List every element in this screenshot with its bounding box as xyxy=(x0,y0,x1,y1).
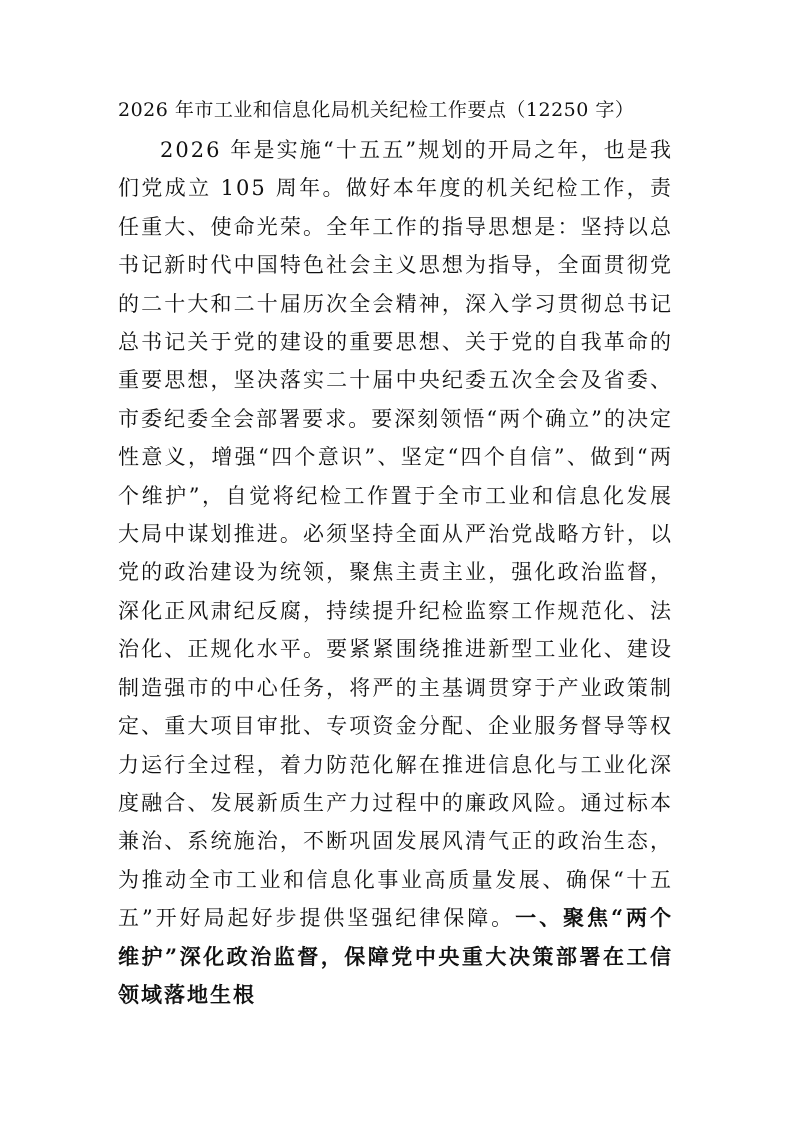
intro-paragraph xyxy=(118,131,673,1014)
intro-paragraph-text: 2026 年是实施“十五五”规划的开局之年，也是我们党成立 105 周年。做好本年度的机关纪检工作，责任重大、使命光荣。全年工作的指导思想是：坚持以总书记新时代中国特色社会主义思想为指导，全面贯彻党的二十大和二十届历次全会精神，深入学习贯彻总书记总书记关于党的建设的重要思想、关于党的自我革命的重要思想，坚决落实二十届中央纪委五次全会及省委、市委纪委全会部署要求。要深刻领悟“两个确立”的决定性意义，增强“四个意识”、坚定“四个自信”、做到“两个维护”，自觉将纪检工作置于全市工业和信息化发展大局中谋划推进。必须坚持全面从严治党战略方针，以党的政治建设为统领，聚焦主责主业，强化政治监督，深化正风肃纪反腐，持续提升纪检监察工作规范化、法治化、正规化水平。要紧紧围绕推进新型工业化、建设制造强市的中心任务，将严的主基调贯穿于产业政策制定、重大项目审批、专项资金分配、企业服务督导等权力运行全过程，着力防范化解在推进信息化与工业化深度融合、发展新质生产力过程中的廉政风险。通过标本兼治、系统施治，不断巩固发展风清气正的政治生态，为推动全市工业和信息化事业高质量发展、确保“十五五”开好局起好步提供坚强纪律保障。 xyxy=(118,138,673,931)
document-title: 2026 年市工业和信息化局机关纪检工作要点（12250 字） xyxy=(118,99,635,121)
section-heading: 一、聚焦“两个维护”深化政治监督，保障党中央重大决策部署在工信领域落地生根 xyxy=(118,905,673,1007)
